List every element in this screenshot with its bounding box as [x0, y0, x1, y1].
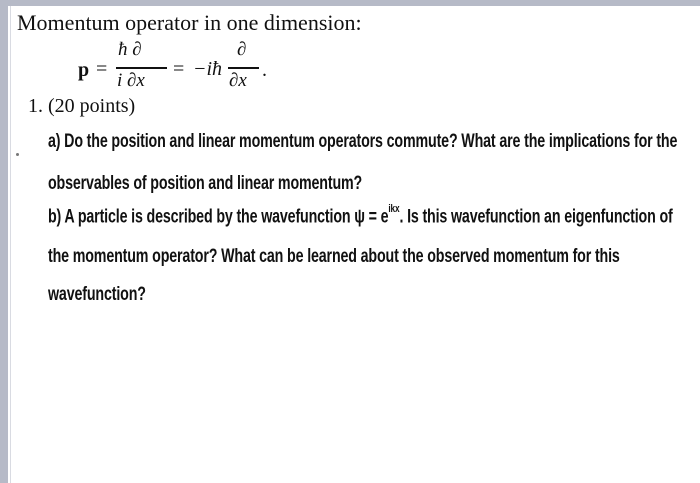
part-b-line-2: the momentum operator? What can be learned about the observed momentum for this [48, 246, 620, 267]
formula-equals-1: = [96, 58, 108, 80]
part-b-line-1-after: . Is this wavefunction an eigenfunction of [399, 206, 673, 228]
part-b-line-1-before: b) A particle is described by the wavefunction ψ = e [48, 206, 389, 228]
formula-frac2-numerator: ∂ [237, 39, 247, 60]
momentum-operator-formula [0, 0, 700, 100]
formula-lhs: p [78, 59, 90, 81]
formula-frac1-numerator: ħ ∂ [118, 39, 142, 60]
part-b-line-1 [48, 203, 673, 228]
question-number: 1. (20 points) [28, 95, 136, 117]
heading: Momentum operator in one dimension: [17, 10, 362, 35]
formula-frac1-bar [116, 67, 167, 69]
part-a-line-1: a) Do the position and linear momentum operators commute? What are the implications for the [48, 131, 678, 152]
formula-frac1-denominator: i ∂x [117, 70, 145, 91]
part-b-line-3: wavefunction? [48, 284, 146, 305]
formula-frac2-denominator: ∂x [229, 70, 247, 91]
formula-coefficient: −iħ [193, 58, 223, 80]
part-a-line-2: observables of position and linear momentum? [48, 173, 363, 194]
bullet-dot [16, 153, 19, 156]
formula-terminal-period: . [262, 59, 267, 81]
formula-frac2-bar [228, 67, 259, 69]
formula-equals-2: = [173, 58, 185, 80]
wavefunction-exponent: ikx [388, 203, 400, 215]
